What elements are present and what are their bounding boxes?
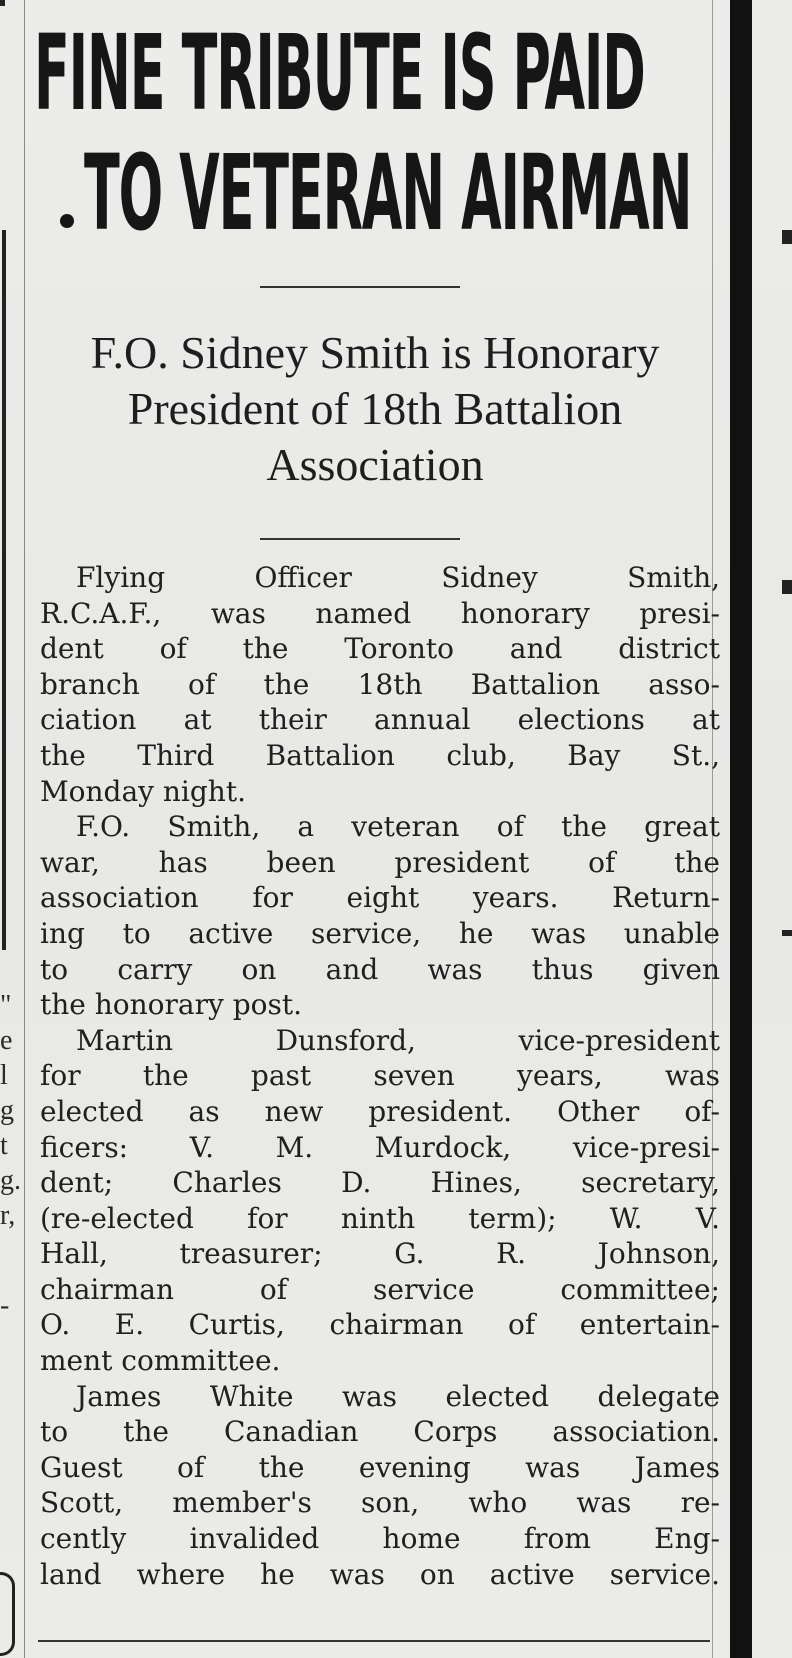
fragment-char: g. [0, 1165, 21, 1196]
body-line: Hall, treasurer; G. R. Johnson, [40, 1237, 720, 1271]
body-line: elected as new president. Other of- [40, 1094, 720, 1128]
fragment-char: r, [0, 1200, 16, 1231]
headline-divider [260, 286, 460, 288]
body-line: Scott, member's son, who was re- [40, 1486, 720, 1520]
subheadline-line: F.O. Sidney Smith is Honorary [90, 327, 660, 378]
fragment-rule [0, 0, 5, 6]
body-line: O. E. Curtis, chairman of entertain- [40, 1308, 720, 1342]
body-line: war, has been president of the [40, 845, 720, 879]
subheadline-line: President of 18th Battalion [127, 383, 623, 434]
body-line: dent; Charles D. Hines, secretary, [40, 1166, 720, 1200]
body-line: ing to active service, he was unable [40, 916, 720, 950]
fragment-char: t [0, 1130, 8, 1161]
body-line: Guest of the evening was James [40, 1450, 720, 1484]
body-line: R.C.A.F., was named honorary presi- [40, 596, 720, 630]
body-line: for the past seven years, was [40, 1059, 720, 1093]
article-body [40, 560, 720, 1592]
fragment-char: e [0, 1025, 13, 1056]
body-line: ment committee. [40, 1344, 281, 1378]
fragment-char: " [0, 990, 12, 1021]
body-line: land where he was on active service. [40, 1557, 720, 1591]
body-line: the honorary post. [40, 988, 303, 1022]
body-line: ciation at their annual elections at [40, 703, 720, 737]
bullet-dot [60, 214, 74, 228]
subheadline-line: Association [266, 439, 484, 490]
fragment-mark [782, 230, 792, 244]
subheadline [30, 325, 720, 493]
headline-line-1: FINE TRIBUTE IS PAID [34, 12, 645, 134]
subheadline-divider [260, 538, 460, 540]
headline-line-2: TO VETERAN AIRMAN [84, 132, 692, 254]
body-line: Martin Dunsford, vice-president [76, 1023, 720, 1057]
body-line: dent of the Toronto and district [40, 632, 720, 666]
fragment-bracket [0, 1572, 15, 1656]
article-end-rule [38, 1640, 710, 1642]
body-line: James White was elected delegate [76, 1379, 720, 1413]
body-line: association for eight years. Return- [40, 881, 720, 915]
column-rule [24, 0, 25, 1658]
body-line: (re-elected for ninth term); W. V. [40, 1201, 720, 1235]
adjacent-column-fragment [0, 0, 20, 1658]
body-line: Monday night. [40, 774, 246, 808]
body-line: to the Canadian Corps association. [40, 1415, 720, 1449]
body-line: F.O. Smith, a veteran of the great [76, 810, 720, 844]
fragment-char: g [0, 1095, 14, 1126]
body-line: the Third Battalion club, Bay St., [40, 738, 720, 772]
body-line: branch of the 18th Battalion asso- [40, 667, 720, 701]
fragment-mark [782, 930, 792, 936]
body-line: to carry on and was thus given [40, 952, 720, 986]
body-line: cently invalided home from Eng- [40, 1522, 720, 1556]
body-line: chairman of service committee; [40, 1272, 720, 1306]
thick-column-rule [730, 0, 752, 1658]
fragment-mark [782, 580, 792, 594]
body-line: ficers: V. M. Murdock, vice-presi- [40, 1130, 720, 1164]
fragment-char: l [0, 1060, 8, 1091]
adjacent-column-fragment-right [780, 0, 792, 1658]
fragment-char: - [0, 1290, 10, 1321]
fragment-rule [2, 230, 6, 950]
body-line: Flying Officer Sidney Smith, [76, 561, 720, 594]
